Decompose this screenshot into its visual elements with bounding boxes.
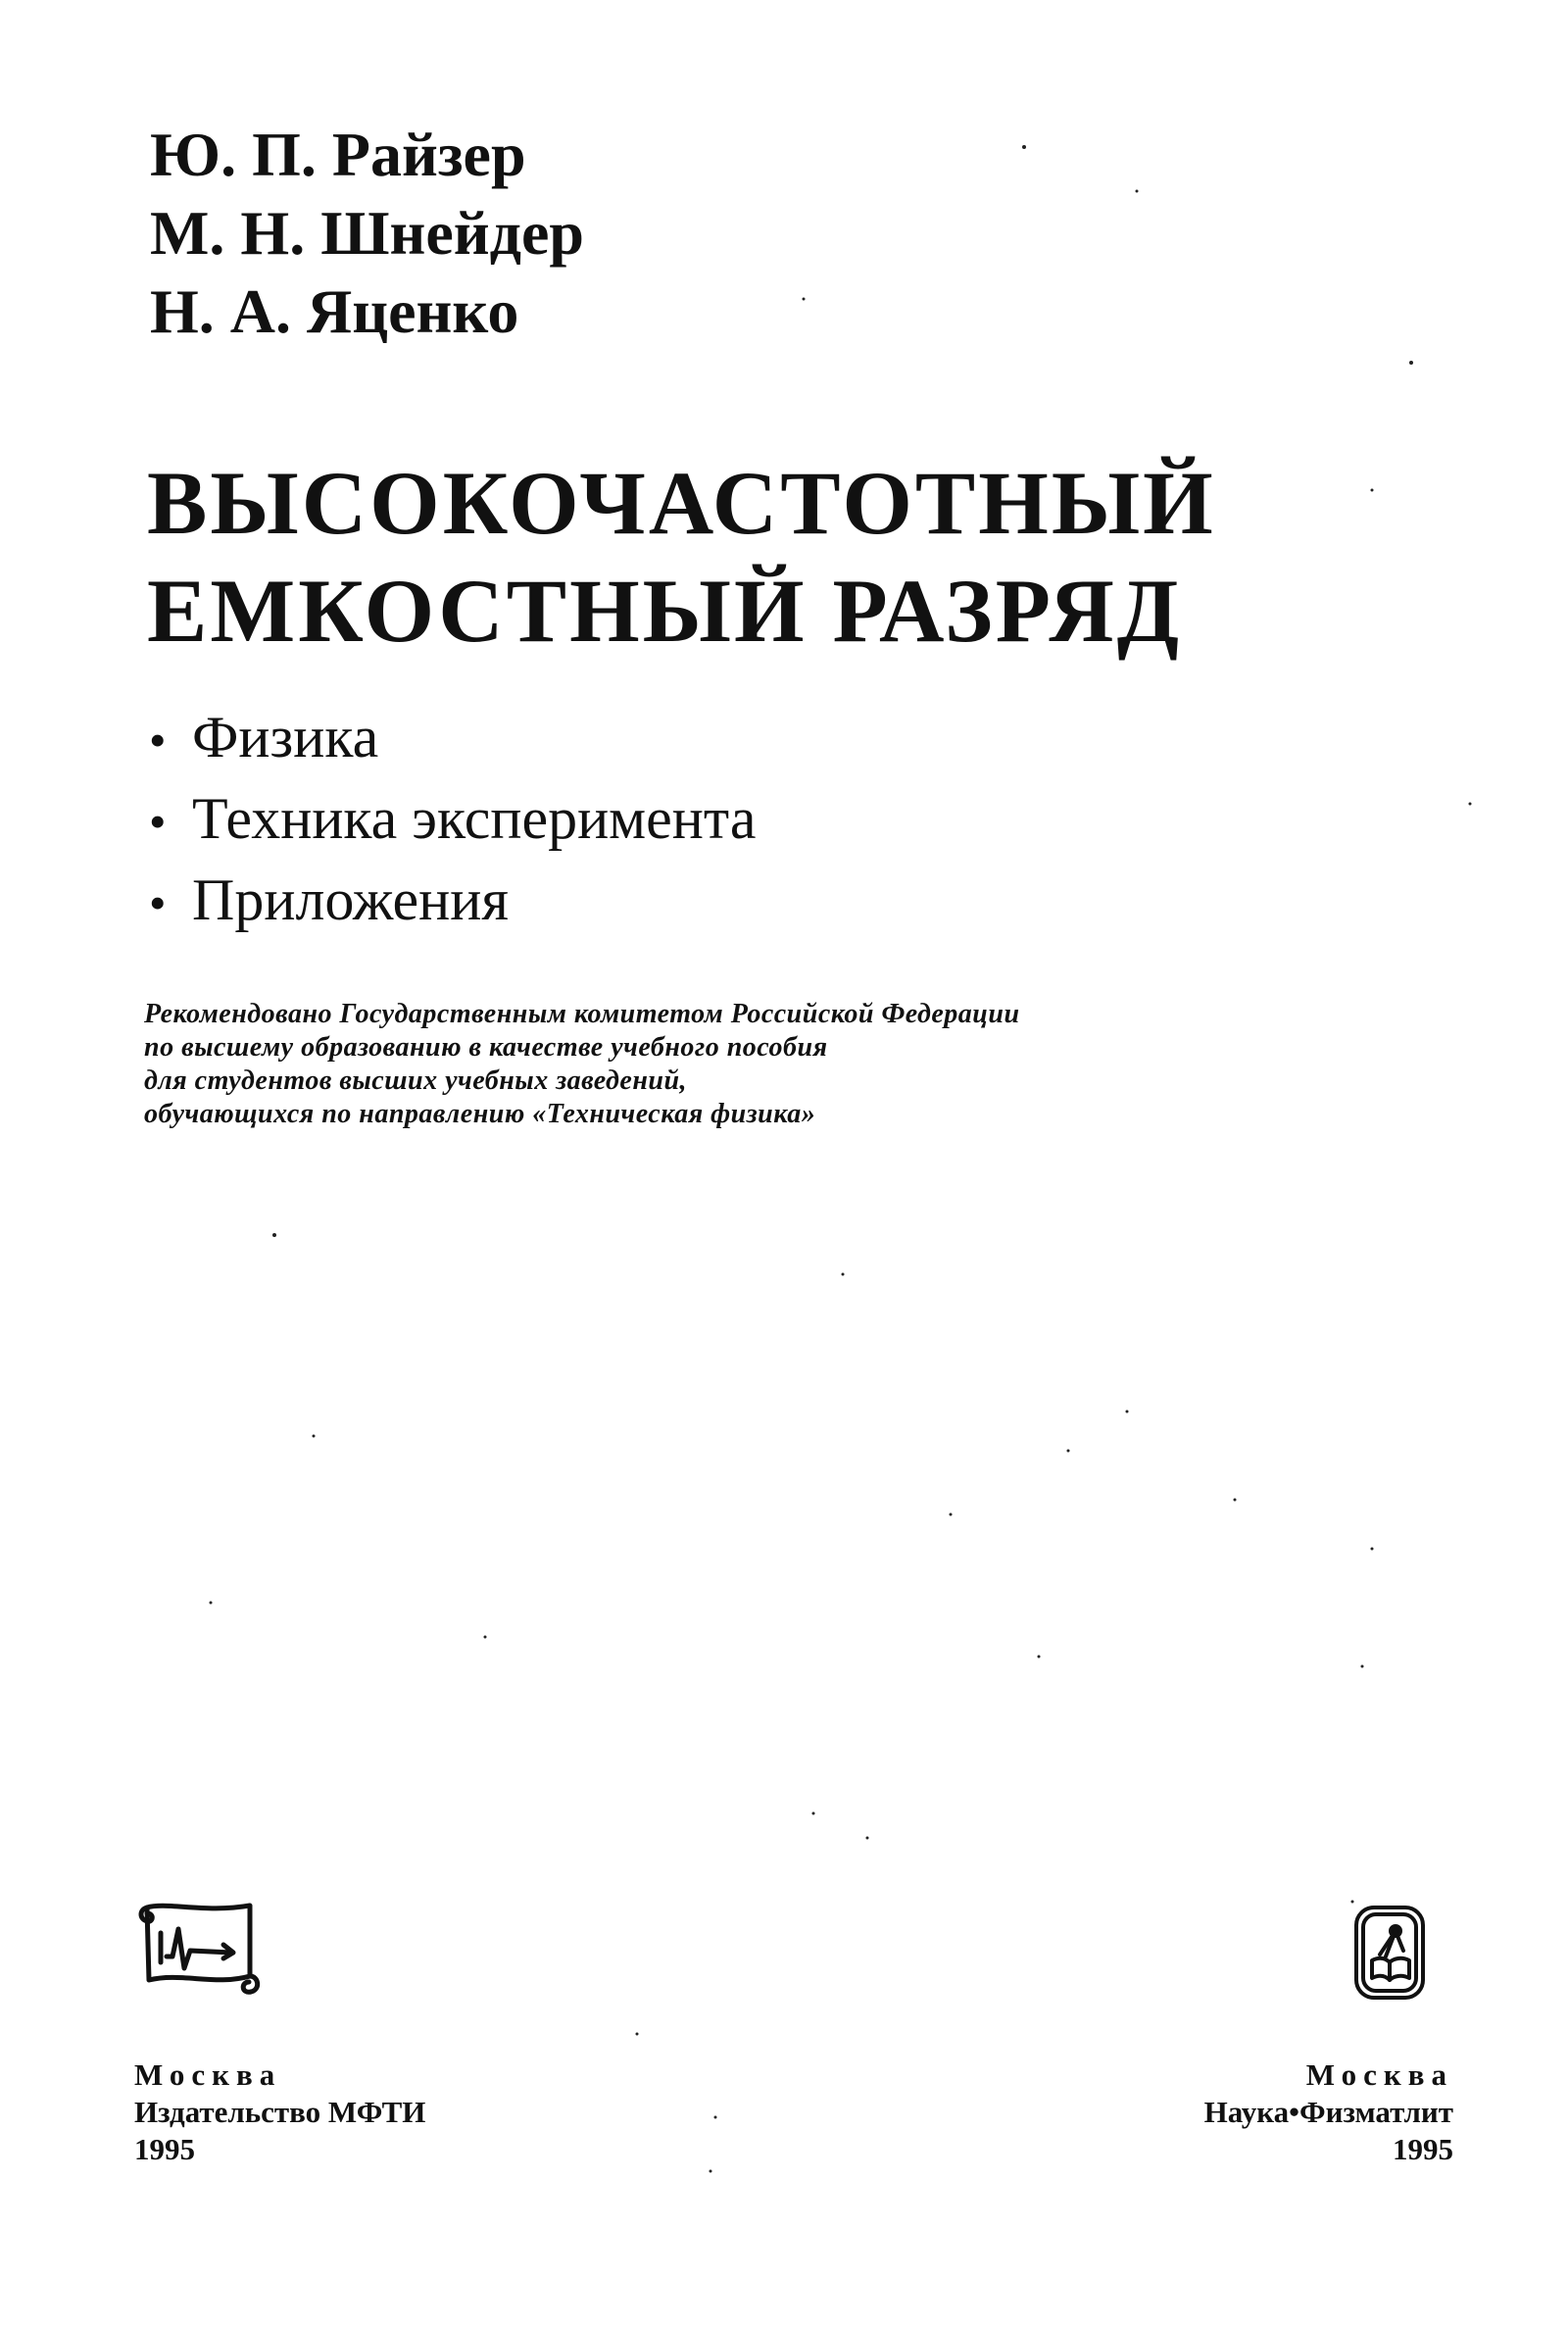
publication-year: 1995 (1393, 2132, 1453, 2166)
bullet-icon: • (149, 713, 167, 768)
bullet-icon: • (149, 794, 167, 849)
book-title-line-1: ВЫСОКОЧАСТОТНЫЙ (147, 453, 1216, 553)
recommendation-line: по высшему образованию в качестве учебного пособия (144, 1032, 828, 1063)
topic-label: Техника эксперимента (192, 786, 757, 851)
topic-label: Физика (192, 705, 379, 769)
publisher-city: Москва (1305, 2057, 1453, 2092)
publisher-name: Наука•Физматлит (1203, 2095, 1453, 2129)
book-title-line-2: ЕМКОСТНЫЙ РАЗРЯД (147, 561, 1183, 661)
topic-label: Приложения (192, 867, 509, 932)
recommendation-line: Рекомендовано Государственным комитетом Российской Федерации (144, 999, 1020, 1029)
author-name: Н. А. Яценко (150, 276, 519, 346)
publisher-city: Москва (134, 2057, 282, 2092)
author-name: М. Н. Шнейдер (150, 198, 584, 268)
bullet-icon: • (149, 875, 167, 930)
recommendation-line: для студентов высших учебных заведений, (144, 1065, 688, 1096)
author-name: Ю. П. Райзер (150, 120, 526, 189)
recommendation-line: обучающихся по направлению «Техническая физика» (144, 1099, 816, 1129)
publisher-name: Издательство МФТИ (134, 2095, 426, 2129)
publication-year: 1995 (134, 2132, 195, 2166)
